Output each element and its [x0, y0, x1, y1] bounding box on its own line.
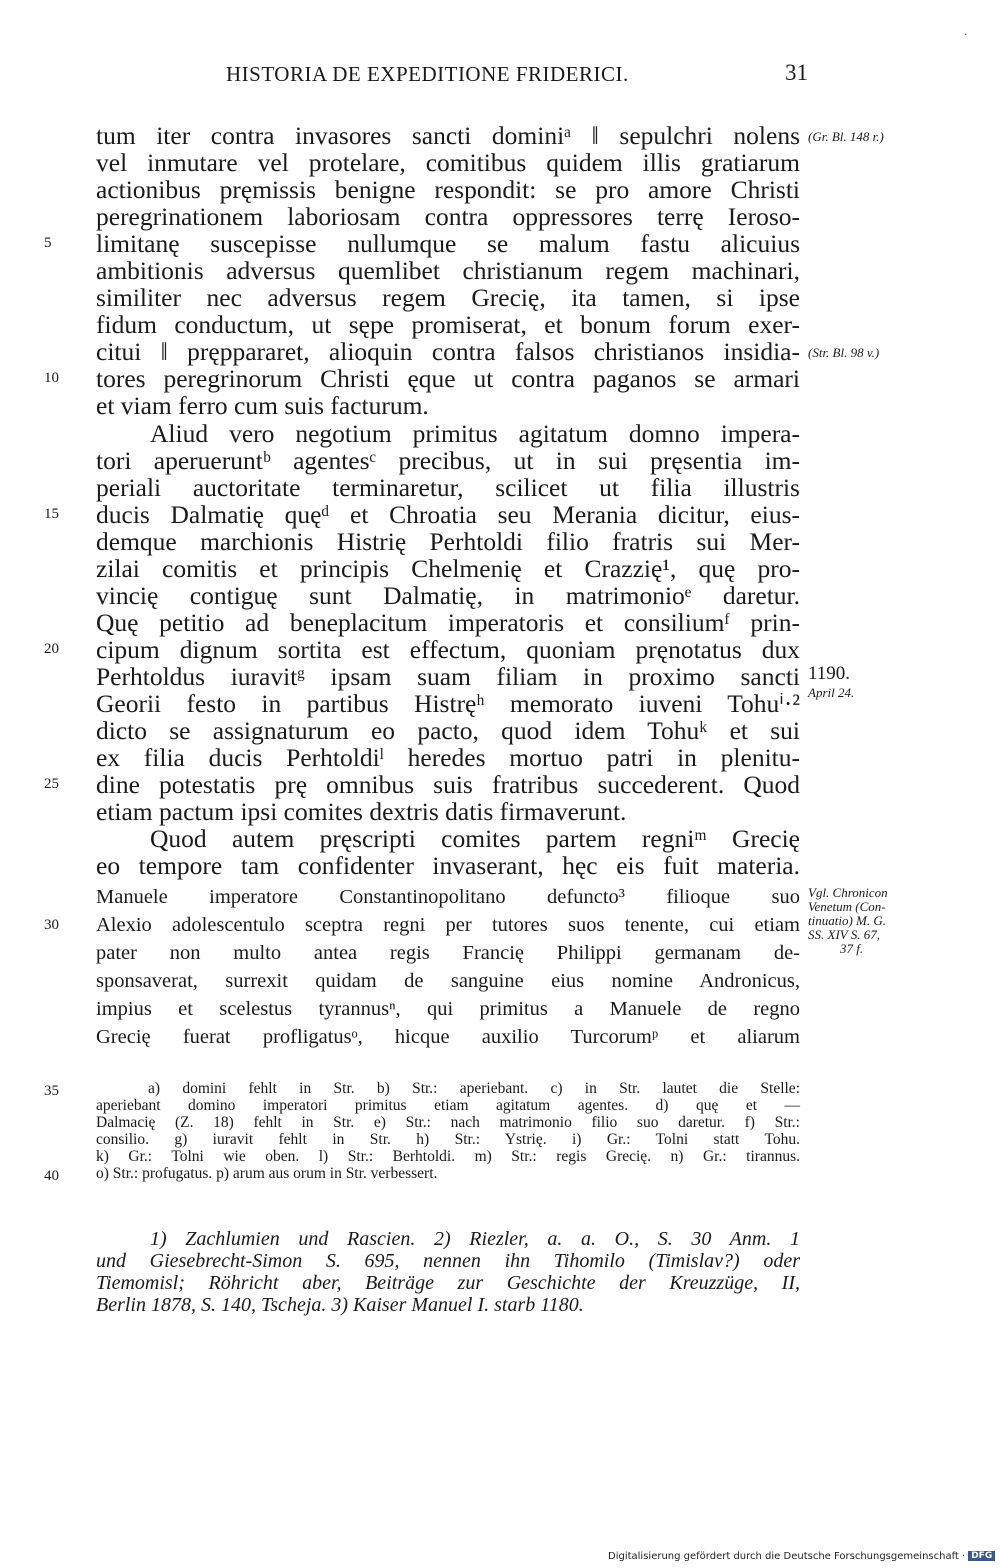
- paragraph-start: Quod autem pręscripti comites partem regniᵐ Grecię: [150, 824, 800, 853]
- text-line: Grecię fuerat profligatusᵒ, hicque auxilio Turcorumᵖ et aliarum: [96, 1026, 800, 1048]
- text-line: Georii festo in partibus Histręʰ memorato iuveni Tohuⁱ·²: [96, 689, 800, 718]
- margin-note-reference: Venetum (Con-: [808, 899, 886, 914]
- line-number: 15: [44, 506, 59, 522]
- text-line: peregrinationem laboriosam contra oppressores terrę Ieroso-: [96, 202, 800, 231]
- text-line: sponsaverat, surrexit quidam de sanguine eius nomine Andronicus,: [96, 970, 800, 992]
- text-line: ambitionis adversus quemlibet christianum regem machinari,: [96, 256, 800, 285]
- apparatus-line: o) Str.: profugatus. p) arum aus orum in Str. verbessert.: [96, 1165, 438, 1182]
- apparatus-line: a) domini fehlt in Str. b) Str.: aperiebant. c) in Str. lautet die Stelle:: [148, 1080, 800, 1097]
- text-line: Manuele imperatore Constantinopolitano defuncto³ filioque suo: [96, 886, 800, 908]
- text-line: ducis Dalmatię quęᵈ et Chroatia seu Merania dicitur, eius-: [96, 500, 800, 529]
- text-line: Perhtoldus iuravitᵍ ipsam suam filiam in proximo sancti: [96, 662, 800, 691]
- text-line: limitanę suscepisse nullumque se malum fastu alicuius: [96, 229, 800, 258]
- apparatus-line: Dalmacię (Z. 18) fehlt in Str. e) Str.: nach matrimonio filio suo daretur. f) Str.:: [96, 1114, 800, 1131]
- line-number: 30: [44, 917, 59, 933]
- footnote-line: Tiemomisl; Röhricht aber, Beiträge zur Geschichte der Kreuzzüge, II,: [96, 1272, 800, 1294]
- apparatus-line: aperiebant domino imperatori primitus etiam agitatum agentes. d) quę et —: [96, 1097, 800, 1114]
- text-line: Quę petitio ad beneplacitum imperatoris et consiliumᶠ prin-: [96, 608, 800, 637]
- text-line: eo tempore tam confidenter invaserant, hęc eis fuit materia.: [96, 851, 800, 880]
- margin-note-gr: (Gr. Bl. 148 r.): [808, 129, 884, 144]
- apparatus-line: consilio. g) iuravit fehlt in Str. h) Str.: Ystrię. i) Gr.: Tolni statt Tohu.: [96, 1131, 800, 1148]
- text-line: zilai comitis et principis Chelmenię et Crazzię¹, quę pro-: [96, 554, 800, 583]
- line-number: 25: [44, 776, 59, 792]
- footnote-line: Berlin 1878, S. 140, Tscheja. 3) Kaiser Manuel I. starb 1180.: [96, 1294, 584, 1316]
- text-line: citui ‖ pręppararet, alioquin contra falsos christianos insidia-: [96, 337, 800, 366]
- paragraph-start: Aliud vero negotium primitus agitatum domno impera-: [150, 419, 800, 448]
- text-line: periali auctoritate terminaretur, scilicet ut filia illustris: [96, 473, 800, 502]
- text-line: actionibus pręmissis benigne respondit: se pro amore Christi: [96, 175, 800, 204]
- margin-note-year: 1190.: [808, 663, 851, 684]
- line-number: 10: [44, 370, 59, 386]
- footnote-line: 1) Zachlumien und Rascien. 2) Riezler, a. a. O., S. 30 Anm. 1: [150, 1228, 800, 1250]
- margin-note-date: April 24.: [808, 685, 855, 700]
- text-line: vel inmutare vel protelare, comitibus quidem illis gratiarum: [96, 148, 800, 177]
- text-line: demque marchionis Histrię Perhtoldi filio fratris sui Mer-: [96, 527, 800, 556]
- line-number: 20: [44, 641, 59, 657]
- page-number: 31: [785, 60, 808, 85]
- text-line: impius et scelestus tyrannusⁿ, qui primitus a Manuele de regno: [96, 998, 800, 1020]
- margin-note-reference: SS. XIV S. 67,: [808, 927, 880, 942]
- apparatus-line: k) Gr.: Tolni wie oben. l) Str.: Berhtoldi. m) Str.: regis Grecię. n) Gr.: tirannus.: [96, 1148, 800, 1165]
- text-line: et viam ferro cum suis facturum.: [96, 391, 429, 420]
- margin-note-reference: tinuatio) M. G.: [808, 913, 886, 928]
- line-number: 5: [44, 235, 52, 251]
- text-line: etiam pactum ipsi comites dextris datis firmaverunt.: [96, 797, 627, 826]
- text-line: dicto se assignaturum eo pacto, quod idem Tohuᵏ et sui: [96, 716, 800, 745]
- text-line: ex filia ducis Perhtoldiˡ heredes mortuo patri in plenitu-: [96, 743, 800, 772]
- text-line: pater non multo antea regis Francię Philippi germanam de-: [96, 942, 800, 964]
- line-number: 35: [44, 1083, 59, 1099]
- text-line: fidum conductum, ut sępe promiserat, et bonum forum exer-: [96, 310, 800, 339]
- text-line: tum iter contra invasores sancti dominiᵃ ‖ sepulchri nolens: [96, 121, 800, 150]
- margin-note-str: (Str. Bl. 98 v.): [808, 345, 880, 360]
- footnote-line: und Giesebrecht-Simon S. 695, nennen ihn Tihomilo (Timislav?) oder: [96, 1250, 800, 1272]
- text-line: similiter nec adversus regem Grecię, ita tamen, si ipse: [96, 283, 800, 312]
- running-title: HISTORIA DE EXPEDITIONE FRIDERICI.: [226, 62, 629, 86]
- text-line: tores peregrinorum Christi ęque ut contra paganos se armari: [96, 364, 800, 393]
- text-line: vincię contiguę sunt Dalmatię, in matrimonioᵉ daretur.: [96, 581, 800, 610]
- text-line: tori aperueruntᵇ agentesᶜ precibus, ut in sui pręsentia im-: [96, 446, 800, 475]
- line-number: 40: [44, 1168, 59, 1184]
- margin-note-reference: Vgl. Chronicon: [808, 885, 888, 900]
- text-line: dine potestatis prę omnibus suis fratribus succederent. Quod: [96, 770, 800, 799]
- text-line: Alexio adolescentulo sceptra regni per tutores suos tenente, cui etiam: [96, 914, 800, 936]
- digitization-credit: Digitalisierung gefördert durch die Deutsche Forschungsgemeinschaft · DFG: [608, 1551, 995, 1562]
- dfg-logo: DFG: [968, 1551, 995, 1561]
- margin-note-reference: 37 f.: [840, 941, 864, 956]
- text-line: cipum dignum sortita est effectum, quoniam pręnotatus dux: [96, 635, 800, 664]
- book-page: · HISTORIA DE EXPEDITIONE FRIDERICI. 31 tum iter contra invasores sancti dominiᵃ ‖ sepulchri nolens vel inmutare vel protelare, comitibus quidem illis gratiarum actionibus pręmissis benigne respondit: se pro amore Christi peregrinationem laboriosam contra oppressores terrę Ieroso- limitanę suscepisse nullumque se malum fastu alicuius ambitionis adversus quemlibet christianum regem machinari, similiter nec adversus regem Grecię, ita tamen, si ipse fidum conductum, ut sępe promiserat, et bonum forum exer- citui ‖ pręppararet, alioquin contra falsos christianos insidia- tores peregrinorum Christi ęque ut contra paganos se armari et viam ferro cum suis facturum. Aliud vero negotium primitus agitatum domno impera- tori aperueruntᵇ agentesᶜ precibus, ut in sui pręsentia im- periali auctoritate terminaretur, scilicet ut filia illustris ducis Dalmatię quęᵈ et Chroatia seu Merania dicitur, eius- demque marchionis Histrię Perhtoldi filio fratris sui Mer- zilai comitis et principis Chelmenię et Crazzię¹, quę pro- vincię contiguę sunt Dalmatię, in matrimonioᵉ daretur. Quę petitio ad beneplacitum imperatoris et consiliumᶠ prin- cipum dignum sortita est effectum, quoniam pręnotatus dux Perhtoldus iuravitᵍ ipsam suam filiam in proximo sancti Georii festo in partibus Histręʰ memorato iuveni Tohuⁱ·² dicto se assignaturum eo pacto, quod idem Tohuᵏ et sui ex filia ducis Perhtoldiˡ heredes mortuo patri in plenitu- dine potestatis prę omnibus suis fratribus succederent. Quod etiam pactum ipsi comites dextris datis firmaverunt. Quod autem pręscripti comites partem regniᵐ Grecię eo tempore tam confidenter invaserant, hęc eis fuit materia. Manuele imperatore Constantinopolitano defuncto³ filioque suo Alexio adolescentulo sceptra regni per tutores suos tenente, cui etiam pater non multo antea regis Francię Philippi germanam de- sponsaverat, surrexit quidam de sanguine eius nomine Andronicus, impius et scelestus tyrannusⁿ, qui primitus a Manuele de regno Grecię fuerat profligatusᵒ, hicque auxilio Turcorumᵖ et aliarum 5 10 15 20 25 30 35 40 (Gr. Bl. 148 r.) (Str. Bl. 98 v.) 1190. April 24. Vgl. Chronicon Venetum (Con- tinuatio) M. G. SS. XIV S. 67, 37 f. a) domini fehlt in Str. b) Str.: aperiebant. c) in Str. lautet die Stelle: aperiebant domino imperatori primitus etiam agitatum agentes. d) quę et — Dalmacię (Z. 18) fehlt in Str. e) Str.: nach matrimonio filio suo daretur. f) Str.: consilio. g) iuravit fehlt in Str. h) Str.: Ystrię. i) Gr.: Tolni statt Tohu. k) Gr.: Tolni wie oben. l) Str.: Berhtoldi. m) Str.: regis Grecię. n) Gr.: tirannus. o) Str.: profugatus. p) arum aus orum in Str. verbessert. 1) Zachlumien und Rascien. 2) Riezler, a. a. O., S. 30 Anm. 1 und Giesebrecht-Simon S. 695, nennen ihn Tihomilo (Timislav?) oder Tiemomisl; Röhricht aber, Beiträge zur Geschichte der Kreuzzüge, II, Berlin 1878, S. 140, Tscheja. 3) Kaiser Manuel I. starb 1180. Digitalisierung gefördert durch die Deutsche Forschungsgemeinschaft · DFG: [0, 0, 1000, 1568]
- running-head: [96, 60, 808, 92]
